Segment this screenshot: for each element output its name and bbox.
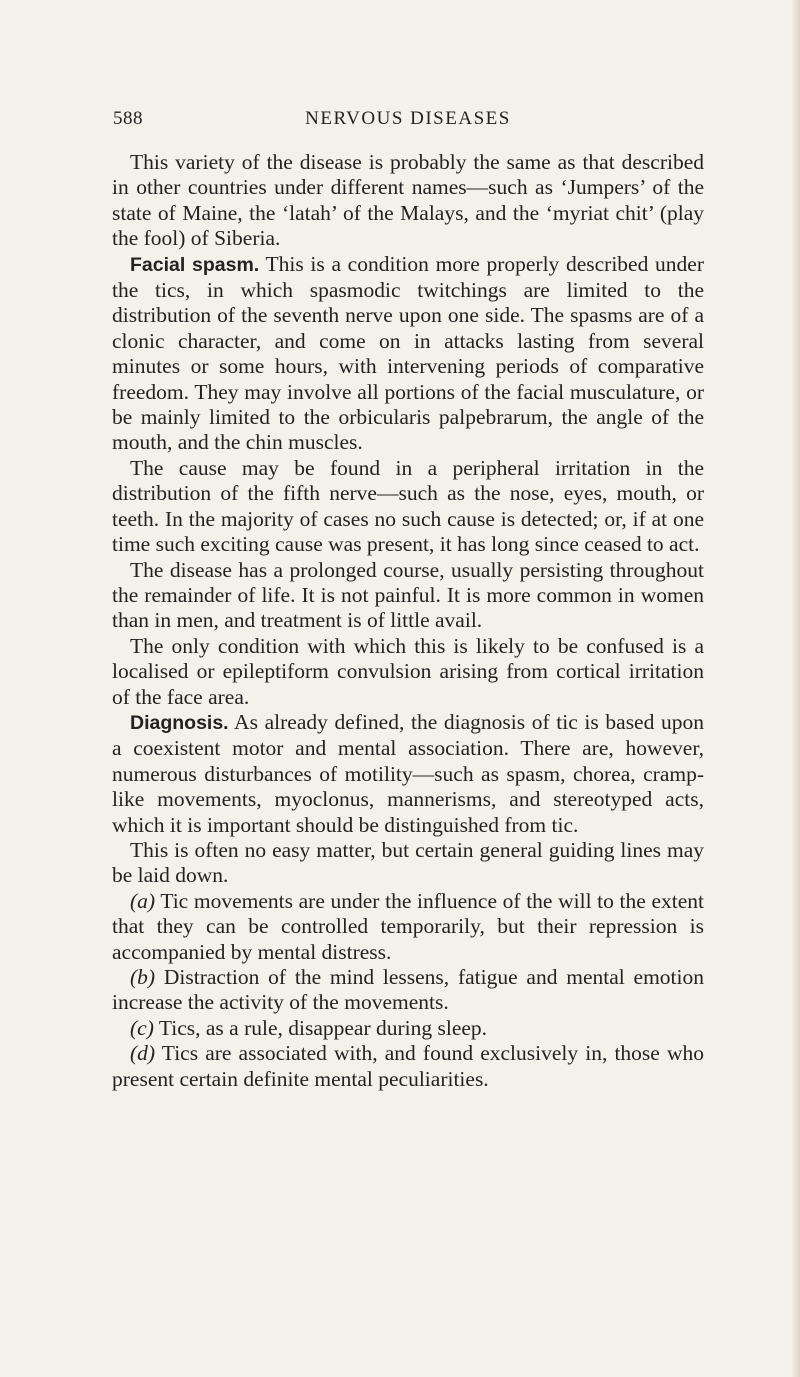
paragraph-text: Tic movements are under the influence of the will to the extent that they can be controlled temporarily, but their repression is accompanied by mental distress. (112, 888, 704, 964)
list-item-d (112, 1041, 704, 1092)
paragraph-text: This is often no easy matter, but certain general guiding lines may be laid down. (112, 837, 704, 888)
paragraph-guiding-lines (112, 838, 704, 889)
paragraph-facial-spasm (112, 252, 704, 456)
list-marker: (c) (130, 1015, 154, 1040)
page-edge-shadow (791, 0, 800, 1377)
list-item-b (112, 965, 704, 1016)
list-marker: (d) (130, 1041, 156, 1066)
paragraph-confusion (112, 634, 704, 710)
list-marker: (b) (130, 965, 156, 989)
running-head: NERVOUS DISEASES (305, 108, 511, 129)
section-heading: Facial spasm. (130, 253, 260, 276)
paragraph-text: Tics are associated with, and found exclusively in, those who present certain definite mental peculiarities. (112, 1041, 704, 1091)
paragraph-text: The only condition with which this is likely to be confused is a localised or epileptiform convulsion arising from cortical irritation of the face area. (112, 633, 704, 709)
paragraph-text: This is a condition more properly described under the tics, in which spasmodic twitchings are limited to the distribution of the seventh nerve upon one side. The spasms are of a clonic character, and come on in attacks lasting from several minutes or some hours, with intervening periods of comparative freedom. They may involve all portions of the facial musculature, or be mainly limited to the orbicularis palpebrarum, the angle of the mouth, and the chin muscles. (112, 251, 704, 455)
section-heading: Diagnosis. (130, 711, 229, 734)
paragraph-cause (112, 456, 704, 558)
page-number: 588 (113, 108, 143, 129)
page-header (113, 108, 703, 136)
body-text (112, 150, 704, 1092)
paragraph-course (112, 558, 704, 634)
paragraph-text: Distraction of the mind lessens, fatigue and mental emotion increase the activity of the movements. (112, 965, 704, 1015)
paragraph-diagnosis (112, 710, 704, 838)
list-item-c (112, 1016, 704, 1041)
paragraph-latah (112, 150, 704, 252)
paragraph-text: As already defined, the diagnosis of tic is based upon a coexistent motor and mental association. There are, however, numerous disturbances of motility—such as spasm, chorea, cramp-like movements, myoclonus, mannerisms, and stereotyped acts, which it is important should be distinguished from tic. (112, 709, 704, 837)
paragraph-text: The cause may be found in a peripheral irritation in the distribution of the fifth nerve—such as the nose, eyes, mouth, or teeth. In the majority of cases no such cause is detected; or, if at one time such exciting cause was present, it has long since ceased to act. (112, 455, 704, 557)
paragraph-text: Tics, as a rule, disappear during sleep. (153, 1015, 488, 1040)
paragraph-text: This variety of the disease is probably the same as that described in other countries under different names—such as ‘Jumpers’ of the state of Maine, the ‘latah’ of the Malays, and the ‘myriat chit’ (play the fool) of Siberia. (112, 150, 704, 251)
list-item-a (112, 889, 704, 965)
list-marker: (a) (130, 888, 156, 913)
paragraph-text: The disease has a prolonged course, usually persisting throughout the remainder of life. It is not painful. It is more common in women than in men, and treatment is of little avail. (112, 557, 704, 633)
